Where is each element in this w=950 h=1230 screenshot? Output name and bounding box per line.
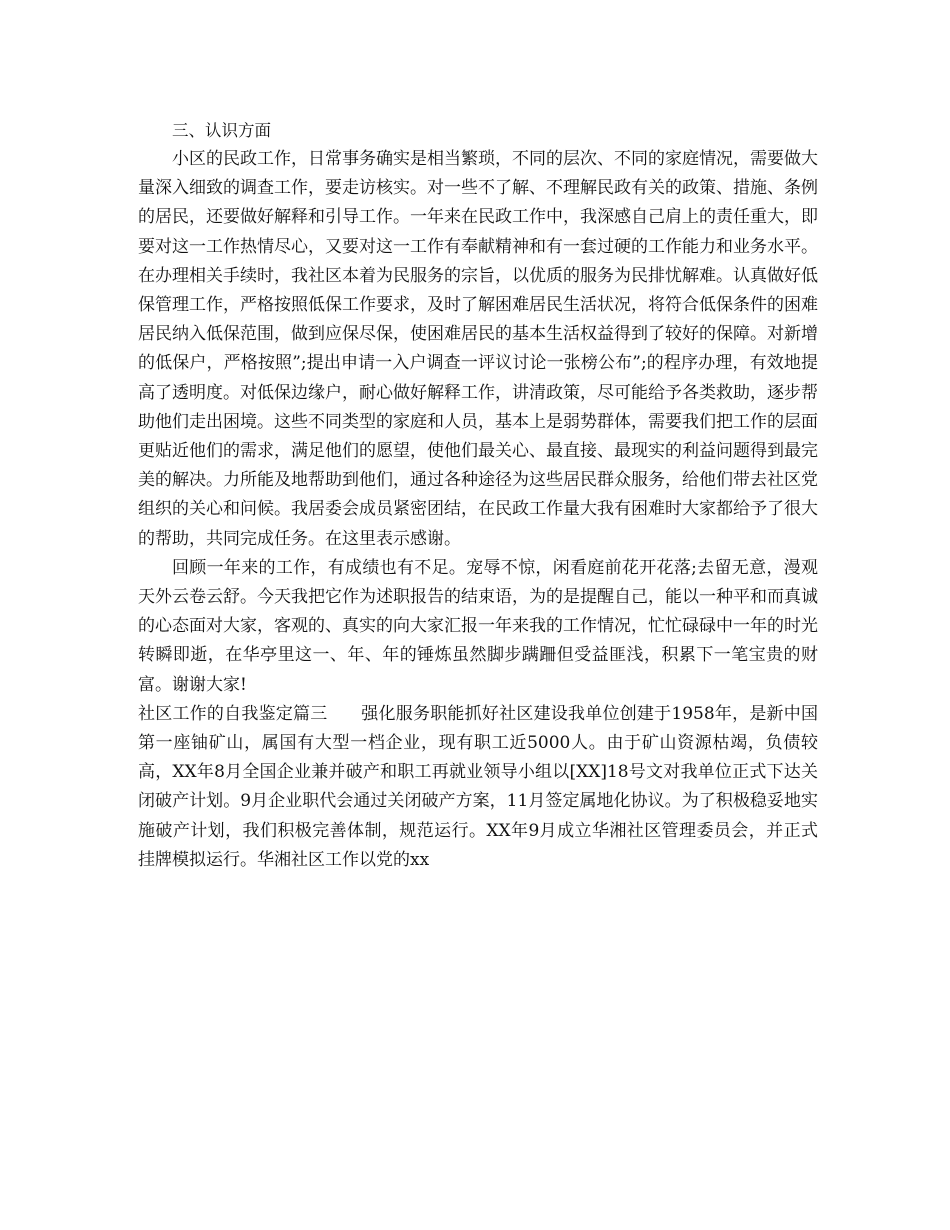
article-title: 社区工作的自我鉴定篇三 [138, 703, 328, 724]
document-body [138, 116, 818, 875]
paragraph-closing-remarks: 回顾一年来的工作，有成绩也有不足。宠辱不惊，闲看庭前花开花落;去留无意，漫观天外云卷云舒。今天我把它作为述职报告的结束语，为的是提醒自己，能以一种平和而真诚的心态面对大家，客观的、真实的向大家汇报一年来我的工作情况，忙忙碌碌中一年的时光转瞬即逝，在华亭里这一、年、年的锤炼虽然脚步蹒跚但受益匪浅，积累下一笔宝贵的财富。谢谢大家! [138, 557, 818, 695]
paragraph-civil-affairs: 小区的民政工作，日常事务确实是相当繁琐，不同的层次、不同的家庭情况，需要做大量深入细致的调查工作，要走访核实。对一些不了解、不理解民政有关的政策、措施、条例的居民，还要做好解释和引导工作。一年来在民政工作中，我深感自己肩上的责任重大，即要对这一工作热情尽心，又要对这一工作有奉献精神和有一套过硬的工作能力和业务水平。在办理相关手续时，我社区本着为民服务的宗旨，以优质的服务为民排忧解难。认真做好低保管理工作，严格按照低保工作要求，及时了解困难居民生活状况，将符合低保条件的困难居民纳入低保范围，做到应保尽保，使困难居民的基本生活权益得到了较好的保障。对新增的低保户，严格按照”;提出申请一入户调查一评议讨论一张榜公布”;的程序办理，有效地提高了透明度。对低保边缘户，耐心做好解释工作，讲清政策，尽可能给予各类救助，逐步帮助他们走出困境。这些不同类型的家庭和人员，基本上是弱势群体，需要我们把工作的层面更贴近他们的需求，满足他们的愿望，使他们最关心、最直接、最现实的利益问题得到最完美的解决。力所能及地帮助到他们，通过各种途径为这些居民群众服务，给他们带去社区党组织的关心和问候。我居委会成员紧密团结，在民政工作量大我有困难时大家都给予了很大的帮助，共同完成任务。在这里表示感谢。 [138, 149, 818, 549]
article-body: 强化服务职能抓好社区建设我单位创建于1958年，是新中国第一座铀矿山，属国有大型一档企业，现有职工近5000人。由于矿山资源枯竭，负债较高，XX年8月全国企业兼并破产和职工再就业领导小组以[XX]18号文对我单位正式下达关闭破产计划。9月企业职代会通过关闭破产方案，11月签定属地化协议。为了积极稳妥地实施破产计划，我们积极完善体制，规范运行。XX年9月成立华湘社区管理委员会，并正式挂牌模拟运行。华湘社区工作以党的xx [138, 703, 819, 870]
section-heading: 三、认识方面 [172, 121, 271, 140]
article-section [138, 700, 818, 875]
